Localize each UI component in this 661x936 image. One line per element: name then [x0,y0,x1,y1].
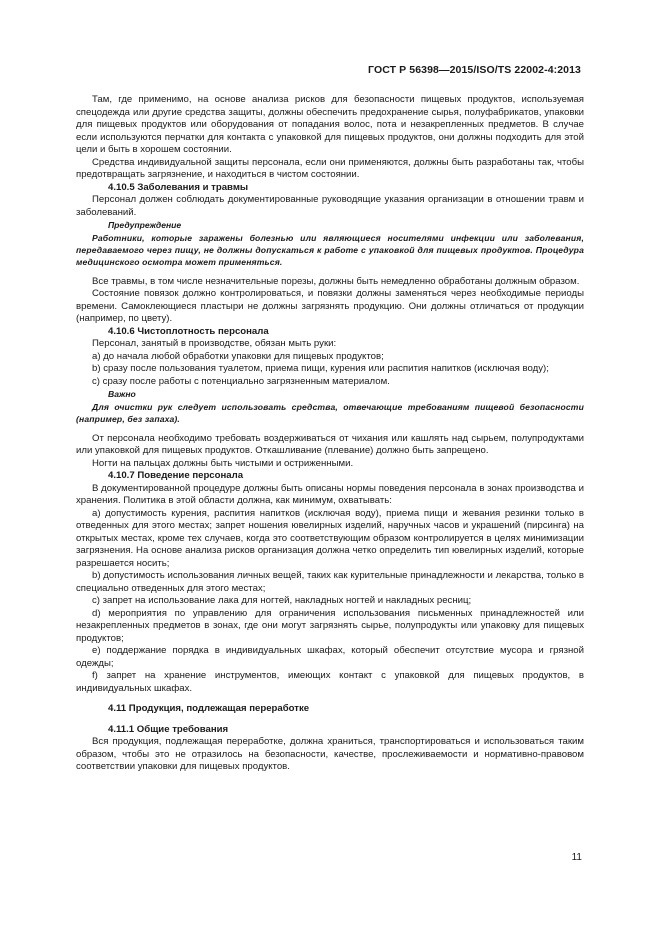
paragraph: Вся продукция, подлежащая переработке, должна храниться, транспортироваться и использоваться таким образом, чтобы это не отразилось на безопасности, качестве, прослеживаемости и нормативно-правовом соответствии упаковки для пищевых продуктов. [76,736,584,772]
section-heading: 4.11.1 Общие требования [108,723,229,735]
paragraph: f) запрет на хранение инструментов, имеющих контакт с упаковкой для пищевых продуктов, в индивидуальных шкафах. [76,670,584,694]
paragraph: е) поддержание порядка в индивидуальных шкафах, который обеспечит отсутствие мусора и грязной одежды; [76,645,584,669]
paragraph: с) запрет на использование лака для ногтей, накладных ногтей и накладных ресниц; [92,595,472,606]
document-header: ГОСТ Р 56398—2015/ISO/TS 22002-4:2013 [368,64,581,76]
section-heading: 4.10.7 Поведение персонала [108,470,244,481]
page-number: 11 [571,852,582,863]
paragraph: От персонала необходимо требовать воздерживаться от чихания или кашлять над сырьем, полупродуктами или упаковкой для пищевых продуктов. Откашливание (плевание) должно быть запрещено. [76,432,584,456]
note-text: Для очистки рук следует использовать средства, отвечающие требованиям пищевой безопасности (например, без запаха). [76,401,584,424]
paragraph: Персонал, занятый в производстве, обязан мыть руки: [92,338,337,349]
paragraph: d) мероприятия по управлению для ограничения использования письменных принадлежностей или незакрепленных предметов в зонах, где они могут загрязнять сырье, полупродукты или упаковку для пищевых продуктов; [76,607,584,644]
paragraph: а) до начала любой обработки упаковки для пищевых продуктов; [92,350,384,362]
paragraph: Средства индивидуальной защиты персонала, если они применяются, должны быть разработаны так, чтобы предотвращать загрязнение, и находиться в чистом состоянии. [76,156,584,180]
section-heading: 4.10.5 Заболевания и травмы [108,181,249,193]
paragraph: Там, где применимо, на основе анализа рисков для безопасности пищевых продуктов, используемая спецодежда или другие средства защиты, должны обеспечить предохранение сырья, полуфабрикатов, упаковки для пищевых продуктов или оборудования от попадания волос, пота и незакрепленных предметов. В случае если используются перчатки для контакта с упаковкой для пищевых продуктов, они должны подходить для этой цели и быть в хорошем состоянии. [76,94,584,155]
paragraph: Персонал должен соблюдать документированные руководящие указания организации в отношении травм и заболеваний. [76,194,584,218]
paragraph: В документированной процедуре должны быть описаны нормы поведения персонала в зонах производства и хранения. Политика в этой области должна, как минимум, охватывать: [76,482,584,506]
paragraph: Состояние повязок должно контролироваться, и повязки должны заменяться через необходимые периоды времени. Самоклеющиеся пластыри не должны загрязнять продукцию. Они должны отличаться от продукции (например, по цвету). [76,288,584,324]
paragraph: Ногти на пальцах должны быть чистыми и остриженными. [92,457,354,469]
section-heading: 4.10.6 Чистоплотность персонала [108,325,269,337]
section-heading: 4.11 Продукция, подлежащая переработке [108,703,310,714]
paragraph: Все травмы, в том числе незначительные порезы, должны быть немедленно обработаны должным образом. [92,275,580,287]
note-label: Важно [108,389,136,399]
paragraph: а) допустимость курения, распития напитков (исключая воду), приема пищи и жевания резинки только в отведенных для этого местах; запрет ношения ювелирных изделий, наручных часов и украшений (пирсинга) на открытых местах, кроме тех случаев, когда это соответствующим образом контролируется в целях минимизации загрязнения. На основе анализа рисков организация должна четко определить тип ювелирных изделий, которые разрешается носить; [76,507,584,569]
paragraph: с) сразу после работы с потенциально загрязненным материалом. [92,375,390,387]
paragraph: b) сразу после пользования туалетом, приема пищи, курения или распития напитков (исключая воду); [92,363,549,374]
paragraph: b) допустимость использования личных вещей, таких как курительные принадлежности и лекарства, только в специально отведенных для этого местах; [76,570,584,594]
note-text: Работники, которые заражены болезнью или являющиеся носителями инфекции или заболевания, передаваемого через пищу, не должны допускаться к работе с упаковкой для пищевых продуктов. Процедура медицинского осмотра может применяться. [76,232,584,267]
page-body [76,94,584,774]
note-label: Предупреждение [108,220,182,230]
